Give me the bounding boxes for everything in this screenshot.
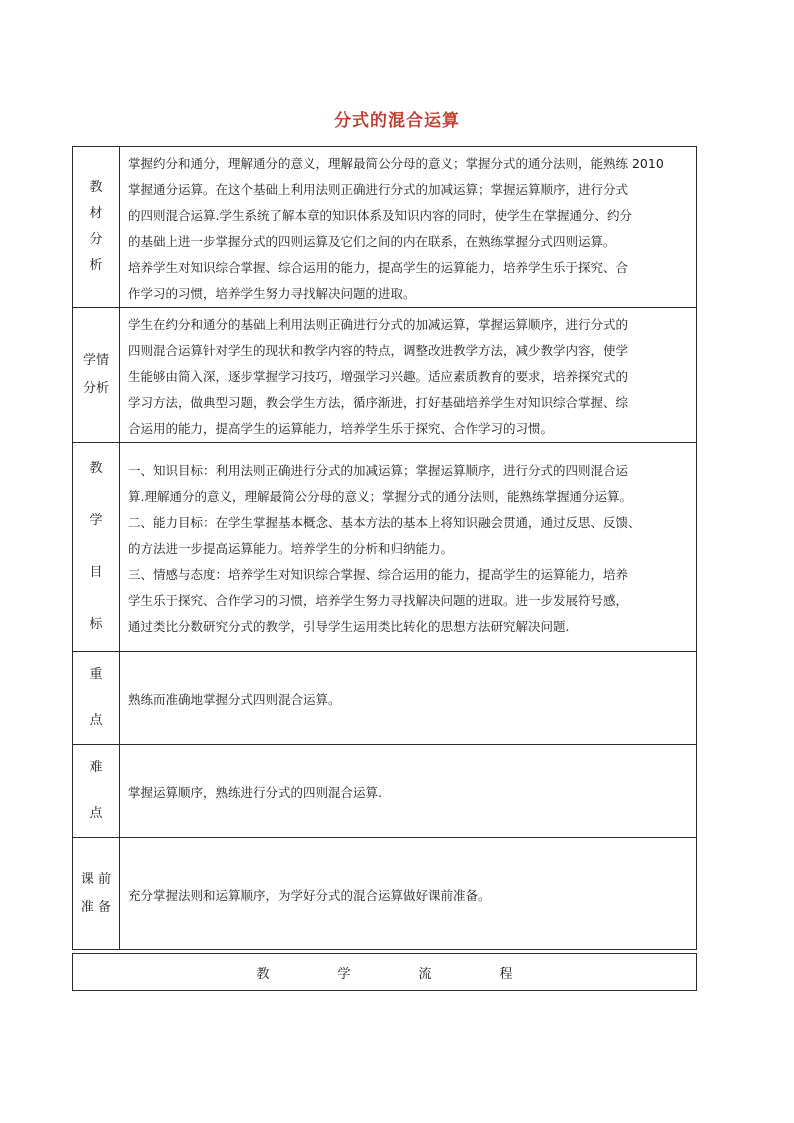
text-line: 通过类比分数研究分式的教学，引导学生运用类比转化的思想方法研究解决问题. bbox=[128, 619, 570, 634]
table-row-class-preparation bbox=[73, 838, 697, 950]
text-line: 四则混合运算针对学生的现状和教学内容的特点，调整改进教学方法，减少教学内容，使学 bbox=[128, 343, 629, 358]
label-char: 析 bbox=[89, 258, 103, 273]
text-line: 学习方法，做典型习题，教会学生方法，循序渐进，打好基础培养学生对知识综合掌握、综 bbox=[128, 395, 629, 410]
text-line: 三、情感与态度：培养学生对知识综合掌握、综合运用的能力，提高学生的运算能力，培养 bbox=[128, 567, 629, 582]
label-char: 难 bbox=[89, 760, 103, 775]
text-line: 掌握通分运算。在这个基础上利用法则正确进行分式的加减运算；掌握运算顺序，进行分式 bbox=[128, 182, 629, 197]
table-row-difficult-points bbox=[73, 745, 697, 838]
teaching-process-header bbox=[72, 953, 697, 991]
page-title: 分式的混合运算 bbox=[334, 111, 460, 131]
text-line: 的基础上进一步掌握分式的四则运算及它们之间的内在联系，在熟练掌握分式四则运算。 bbox=[128, 234, 616, 249]
label-char: 目 bbox=[89, 565, 103, 580]
row-label-class-preparation bbox=[73, 838, 120, 950]
label-char: 教 bbox=[89, 180, 103, 195]
flow-char: 学 bbox=[337, 966, 351, 982]
row-label-textbook-analysis bbox=[73, 147, 120, 308]
label-char: 分析 bbox=[82, 381, 109, 396]
text-line: 作学习的习惯，培养学生努力寻找解决问题的进取。 bbox=[128, 286, 416, 301]
text-line: 掌握约分和通分，理解通分的意义，理解最简公分母的意义；掌握分式的通分法则，能熟练 2010 bbox=[128, 156, 664, 171]
text-line: 一、知识目标：利用法则正确进行分式的加减运算；掌握运算顺序，进行分式的四则混合运 bbox=[128, 463, 629, 478]
text-line: 熟练而准确地掌握分式四则混合运算。 bbox=[128, 692, 341, 707]
label-char: 点 bbox=[89, 806, 103, 821]
label-char: 点 bbox=[89, 713, 103, 728]
row-content-teaching-goals bbox=[120, 443, 697, 652]
flow-char: 教 bbox=[256, 966, 270, 982]
row-content-key-points bbox=[120, 652, 697, 745]
text-line: 的方法进一步提高运算能力。培养学生的分析和归纳能力。 bbox=[128, 541, 454, 556]
table-row-student-analysis bbox=[73, 308, 697, 443]
lesson-plan-table bbox=[72, 146, 697, 950]
label-char: 学情 bbox=[82, 353, 109, 368]
label-char: 教 bbox=[89, 461, 103, 476]
row-label-teaching-goals bbox=[73, 443, 120, 652]
text-line: 合运用的能力，提高学生的运算能力，培养学生乐于探究、合作学习的习惯。 bbox=[128, 421, 554, 436]
text-line: 生能够由简入深，逐步掌握学习技巧，增强学习兴趣。适应素质教育的要求，培养探究式的 bbox=[128, 369, 629, 384]
row-content-student-analysis bbox=[120, 308, 697, 443]
table-row-textbook-analysis bbox=[73, 147, 697, 308]
row-label-difficult-points bbox=[73, 745, 120, 838]
text-line: 算.理解通分的意义，理解最简公分母的意义；掌握分式的通分法则，能熟练掌握通分运算。 bbox=[128, 489, 632, 504]
text-line: 学生在约分和通分的基础上利用法则正确进行分式的加减运算，掌握运算顺序，进行分式的 bbox=[128, 317, 629, 332]
flow-char: 流 bbox=[418, 966, 432, 982]
text-line: 充分掌握法则和运算顺序，为学好分式的混合运算做好课前准备。 bbox=[128, 887, 491, 903]
label-char: 分 bbox=[89, 232, 103, 247]
text-line: 的四则混合运算.学生系统了解本章的知识体系及知识内容的同时，使学生在掌握通分、约分 bbox=[128, 208, 632, 223]
table-row-key-points bbox=[73, 652, 697, 745]
label-char: 标 bbox=[89, 617, 103, 632]
label-char: 准 备 bbox=[80, 899, 112, 915]
row-content-class-preparation bbox=[120, 838, 697, 950]
table-row-teaching-goals bbox=[73, 443, 697, 652]
text-line: 培养学生对知识综合掌握、综合运用的能力，提高学生的运算能力，培养学生乐于探究、合 bbox=[128, 260, 629, 275]
row-content-textbook-analysis bbox=[120, 147, 697, 308]
row-label-key-points bbox=[73, 652, 120, 745]
flow-char: 程 bbox=[499, 966, 513, 982]
text-line: 掌握运算顺序，熟练进行分式的四则混合运算. bbox=[128, 785, 382, 800]
row-label-student-analysis bbox=[73, 308, 120, 443]
label-char: 学 bbox=[89, 513, 103, 528]
label-char: 材 bbox=[89, 206, 103, 221]
row-content-difficult-points bbox=[120, 745, 697, 838]
text-line: 二、能力目标：在学生掌握基本概念、基本方法的基本上将知识融会贯通，通过反思、反馈、 bbox=[128, 515, 641, 530]
label-char: 课 前 bbox=[80, 871, 112, 887]
label-char: 重 bbox=[89, 667, 103, 682]
text-line: 学生乐于探究、合作学习的习惯，培养学生努力寻找解决问题的进取。进一步发展符号感， bbox=[128, 593, 629, 608]
